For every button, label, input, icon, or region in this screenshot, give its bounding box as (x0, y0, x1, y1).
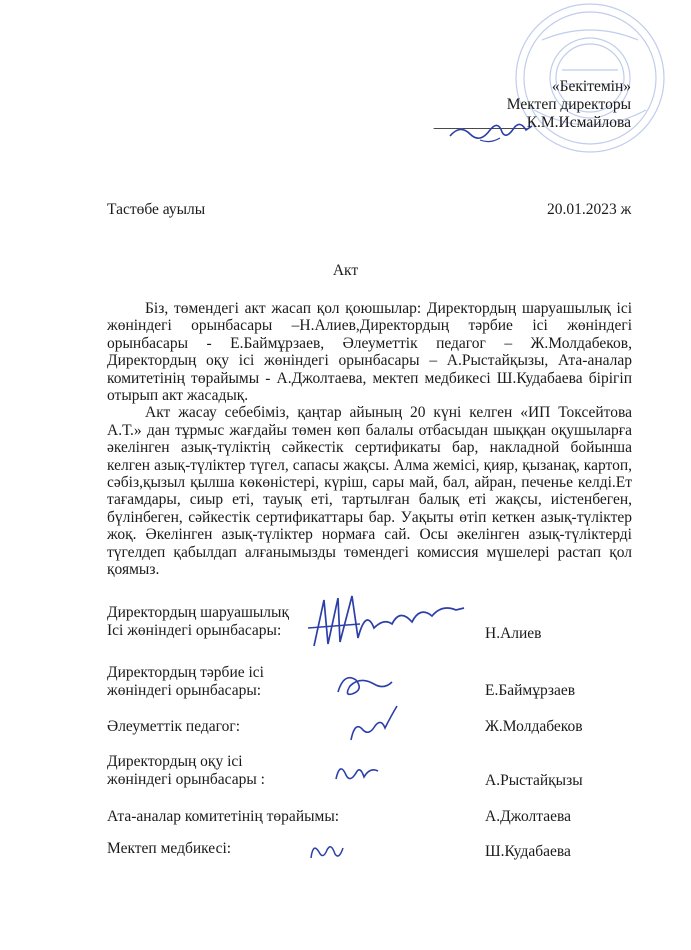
date-label: 20.01.2023 ж (547, 201, 632, 218)
signatory-4-name: А.Рыстайқызы (485, 772, 583, 789)
signatory-5-line1: Ата-аналар комитетінің төрайымы: (107, 808, 340, 825)
signatory-2 (107, 664, 264, 700)
signatory-4 (107, 753, 265, 789)
director-name: К.М.Исмайлова (526, 114, 631, 131)
body-paragraph-1: Біз, төмендегі акт жасап қол қоюшылар: Директордың шаруашылық ісі жөніндегі орынбасары –Н.Алиев,Директордың тәрбие ісі жөніндегі орынбасары - Е.Баймұрзаев, Әлеуметтік педагог – Ж.Молдабеков, Директордың оқу ісі жөніндегі орынбасары – А.Рыстайқызы, Ата-аналар комитетінің төрайымы - А.Джолтаева, мектеп медбикесі Ш.Кудабаева бірігіп отырып акт жасадық. (107, 300, 632, 405)
body-paragraph-2: Акт жасау себебіміз, қаңтар айының 20 күні келген «ИП Токсейтова А.Т.» дан тұрмыс жағдайы төмен көп балалы отбасыдан шыққан оқушыларға әкелінген азық-түліктің сәйкестік сертификаты бар, накладной бойынша келген азық-түліктер түгел, сапасы жақсы. Алма жемісі, қияр, қызанақ, картоп, сәбіз,қызыл қылша көкөністері, күріш, сары май, бал, айран, печенье келді.Ет тағамдары, сиыр еті, тауық еті, тартылған балық еті жақсы, иістенбеген, бүлінбеген, сәйкестік сертификаттары бар. Уақыты өтіп кеткен азық-түліктер жоқ. Әкелінген азық-түліктер нормаға сай. Осы әкелінген азық-түліктерді түгелдеп қабылдап алғанымызды төмендегі комиссия мүшелері растап қол қоямыз. (107, 404, 632, 579)
signatory-6 (107, 840, 231, 858)
signatory-3-line1: Әлеуметтік педагог: (107, 718, 241, 735)
director-position: Мектеп директоры (506, 96, 631, 113)
signatory-1-line1: Директордың шаруашылық (107, 604, 289, 621)
signatory-4-line2: жөніндегі орынбасары : (107, 771, 265, 788)
signatory-1-name: Н.Алиев (485, 625, 542, 642)
document-title: Акт (332, 262, 359, 279)
signature-1-icon (300, 588, 480, 658)
signature-4-icon (330, 755, 385, 790)
signatory-5-name: А.Джолтаева (485, 808, 571, 825)
signatory-4-line1: Директордың оқу ісі (107, 753, 243, 770)
approval-label: «Бекітемін» (551, 78, 631, 95)
document-body (107, 300, 632, 579)
signature-6-icon (305, 836, 347, 866)
place-label: Тастөбе ауылы (107, 201, 206, 218)
signature-line: ____________ (433, 114, 527, 131)
signatory-2-line2: жөніндегі орынбасары: (107, 682, 262, 699)
signatory-3-name: Ж.Молдабеков (485, 718, 583, 735)
signatory-3 (107, 718, 240, 736)
signatory-6-line1: Мектеп медбикесі: (107, 840, 232, 857)
signatory-1-line2: Ісі жөніндегі орынбасары: (107, 622, 282, 639)
signatory-6-name: Ш.Кудабаева (485, 843, 571, 860)
signature-3-icon (345, 700, 405, 748)
signatory-5 (107, 808, 339, 826)
director-signature-icon (440, 110, 540, 150)
signatory-2-name: Е.Баймұрзаев (485, 682, 576, 699)
signatory-2-line1: Директордың тәрбие ісі (107, 664, 264, 681)
signatory-1 (107, 604, 289, 640)
